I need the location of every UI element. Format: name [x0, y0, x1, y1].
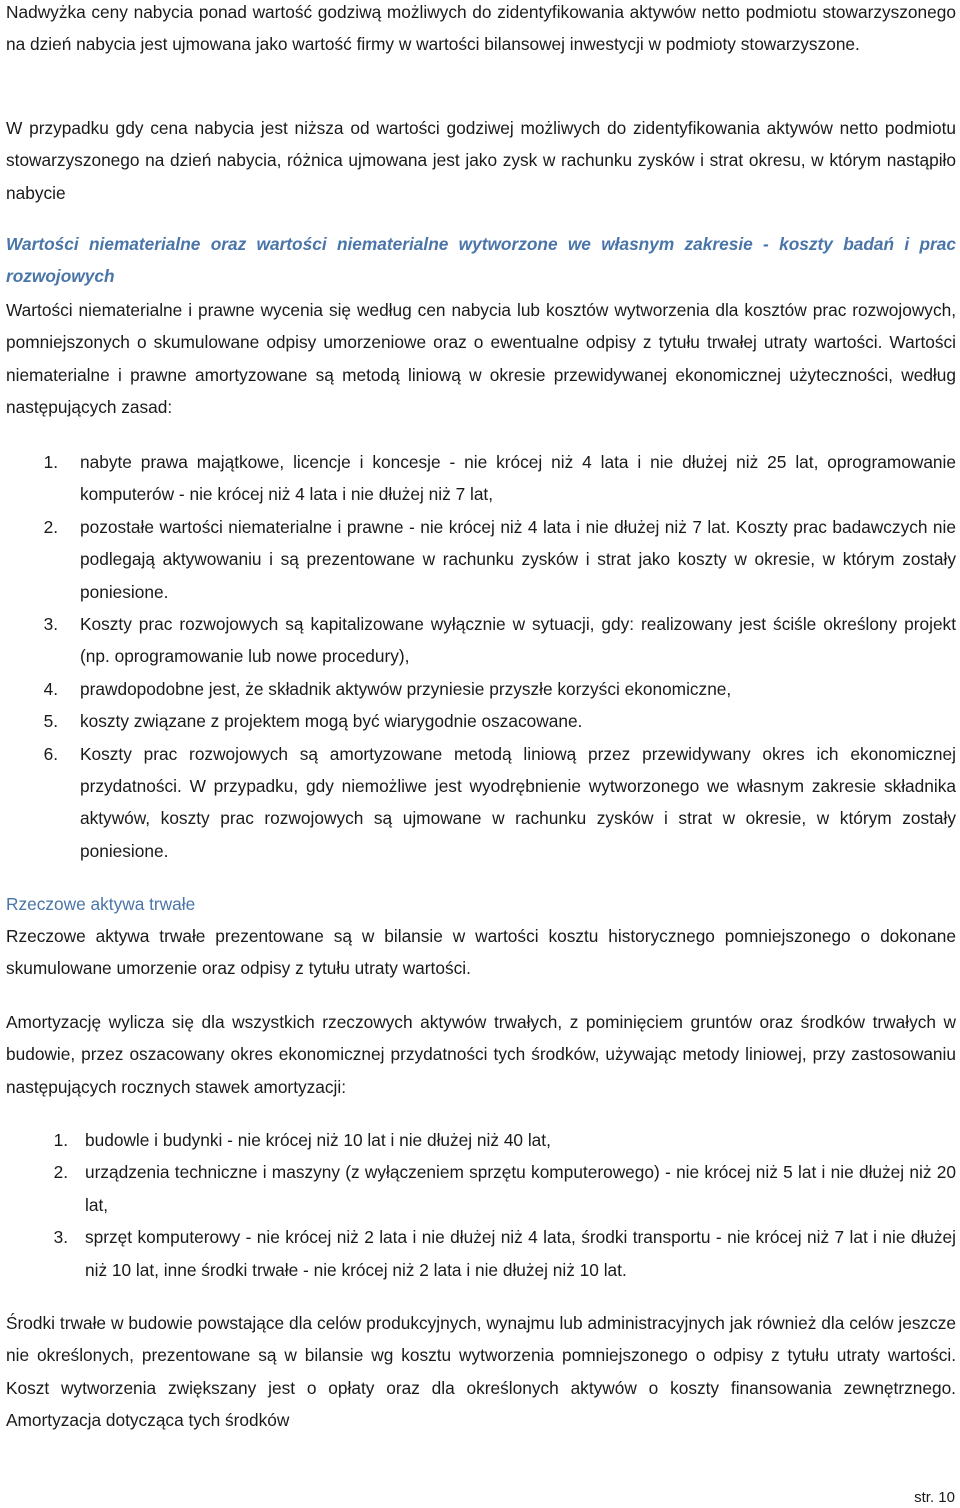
list-item-number: 1.	[53, 1130, 68, 1150]
paragraph-construction-in-progress: Środki trwałe w budowie powstające dla celów produkcyjnych, wynajmu lub administracyjnych jak również dla celów jeszcze nie określonych, prezentowane są w bilansie wg kosztu wytworzenia pomniejszonego o odpisy z tytułu utraty wartości. Koszt wytworzenia zwiększany jest o opłaty oraz dla określonych aktywów o koszty finansowania zewnętrznego. Amortyzacja dotycząca tych środków	[6, 1313, 956, 1431]
intangibles-depreciation-list	[6, 446, 956, 867]
list-item-text: Koszty prac rozwojowych są amortyzowane metodą liniową przez przewidywany okres ich ekonomicznej przydatności. W przypadku, gdy niemożliwe jest wyodrębnienie wytworzonego we własnym zakresie składnika aktywów, koszty prac rozwojowych są ujmowane w rachunku zysków i strat w okresie, w którym zostały poniesione.	[80, 743, 956, 861]
list-item-number: 6.	[43, 743, 58, 764]
list-item	[6, 1124, 956, 1156]
list-item-text: budowle i budynki - nie krócej niż 10 lat i nie dłużej niż 40 lat,	[85, 1130, 551, 1150]
list-item-text: sprzęt komputerowy - nie krócej niż 2 lata i nie dłużej niż 4 lata, środki transportu - nie krócej niż 7 lat i nie dłużej niż 10 lat, inne środki trwałe - nie krócej niż 2 lata i nie dłużej niż 10 lat.	[85, 1227, 956, 1280]
list-item-text: koszty związane z projektem mogą być wiarygodnie oszacowane.	[80, 711, 583, 732]
paragraph-intangible-valuation: Wartości niematerialne i prawne wycenia się według cen nabycia lub kosztów wytworzenia dla kosztów prac rozwojowych, pomniejszonych o skumulowane odpisy umorzeniowe oraz o ewentualne odpisy z tytułu trwałej utraty wartości. Wartości niematerialne i prawne amortyzowane są metodą liniową w okresie przewidywanej ekonomicznej użyteczności, według następujących zasad:	[6, 300, 956, 418]
list-item-number: 3.	[43, 614, 58, 635]
list-item	[6, 673, 956, 705]
list-item-text: Koszty prac rozwojowych są kapitalizowane wyłącznie w sytuacji, gdy: realizowany jest ściśle określony projekt (np. oprogramowanie lub nowe procedury),	[80, 614, 956, 667]
list-item	[6, 446, 956, 511]
paragraph-depreciation-method: Amortyzację wylicza się dla wszystkich rzeczowych aktywów trwałych, z pominięciem gruntów oraz środków trwałych w budowie, przez oszacowany okres ekonomicznej przydatności tych środków, używając metody liniowej, przy zastosowaniu następujących rocznych stawek amortyzacji:	[6, 1012, 956, 1097]
list-item-text: nabyte prawa majątkowe, licencje i koncesje - nie krócej niż 4 lata i nie dłużej niż 25 lat, oprogramowanie komputerów - nie krócej niż 4 lata i nie dłużej niż 7 lat,	[80, 452, 956, 505]
list-item-number: 3.	[53, 1227, 68, 1248]
list-item	[6, 738, 956, 868]
list-item	[6, 1156, 956, 1221]
list-item-number: 2.	[43, 516, 58, 537]
depreciation-rates-list	[6, 1124, 956, 1286]
list-item	[6, 511, 956, 608]
paragraph-fixed-assets-valuation: Rzeczowe aktywa trwałe prezentowane są w bilansie w wartości kosztu historycznego pomniejszonego o dokonane skumulowane umorzenie oraz odpisy z tytułu utraty wartości.	[6, 926, 956, 979]
heading-fixed-assets: Rzeczowe aktywa trwałe	[6, 894, 196, 914]
heading-intangible-assets: Wartości niematerialne oraz wartości niematerialne wytworzone we własnym zakresie - koszty badań i prac rozwojowych	[6, 234, 956, 287]
list-item-text: pozostałe wartości niematerialne i prawne - nie krócej niż 4 lata i nie dłużej niż 7 lat. Koszty prac badawczych nie podlegają aktywowaniu i są prezentowane w rachunku zysków i strat jako koszty w okresie, w którym zostały poniesione.	[80, 516, 956, 602]
list-item-number: 4.	[43, 678, 58, 699]
page-number: str. 10	[914, 1489, 955, 1506]
list-item-number: 2.	[53, 1162, 68, 1183]
list-item	[6, 608, 956, 673]
paragraph-goodwill: Nadwyżka ceny nabycia ponad wartość godziwą możliwych do zidentyfikowania aktywów netto podmiotu stowarzyszonego na dzień nabycia jest ujmowana jako wartość firmy w wartości bilansowej inwestycji w podmioty stowarzyszone.	[6, 2, 956, 55]
list-item	[6, 705, 956, 737]
list-item-number: 1.	[43, 452, 58, 472]
list-item-text: urządzenia techniczne i maszyny (z wyłączeniem sprzętu komputerowego) - nie krócej niż 5 lat i nie dłużej niż 20 lat,	[85, 1162, 956, 1215]
list-item	[6, 1221, 956, 1286]
list-item-number: 5.	[43, 711, 58, 732]
paragraph-negative-goodwill: W przypadku gdy cena nabycia jest niższa od wartości godziwej możliwych do zidentyfikowania aktywów netto podmiotu stowarzyszonego na dzień nabycia, różnica ujmowana jest jako zysk w rachunku zysków i strat okresu, w którym nastąpiło nabycie	[6, 118, 956, 203]
list-item-text: prawdopodobne jest, że składnik aktywów przyniesie przyszłe korzyści ekonomiczne,	[80, 678, 732, 699]
